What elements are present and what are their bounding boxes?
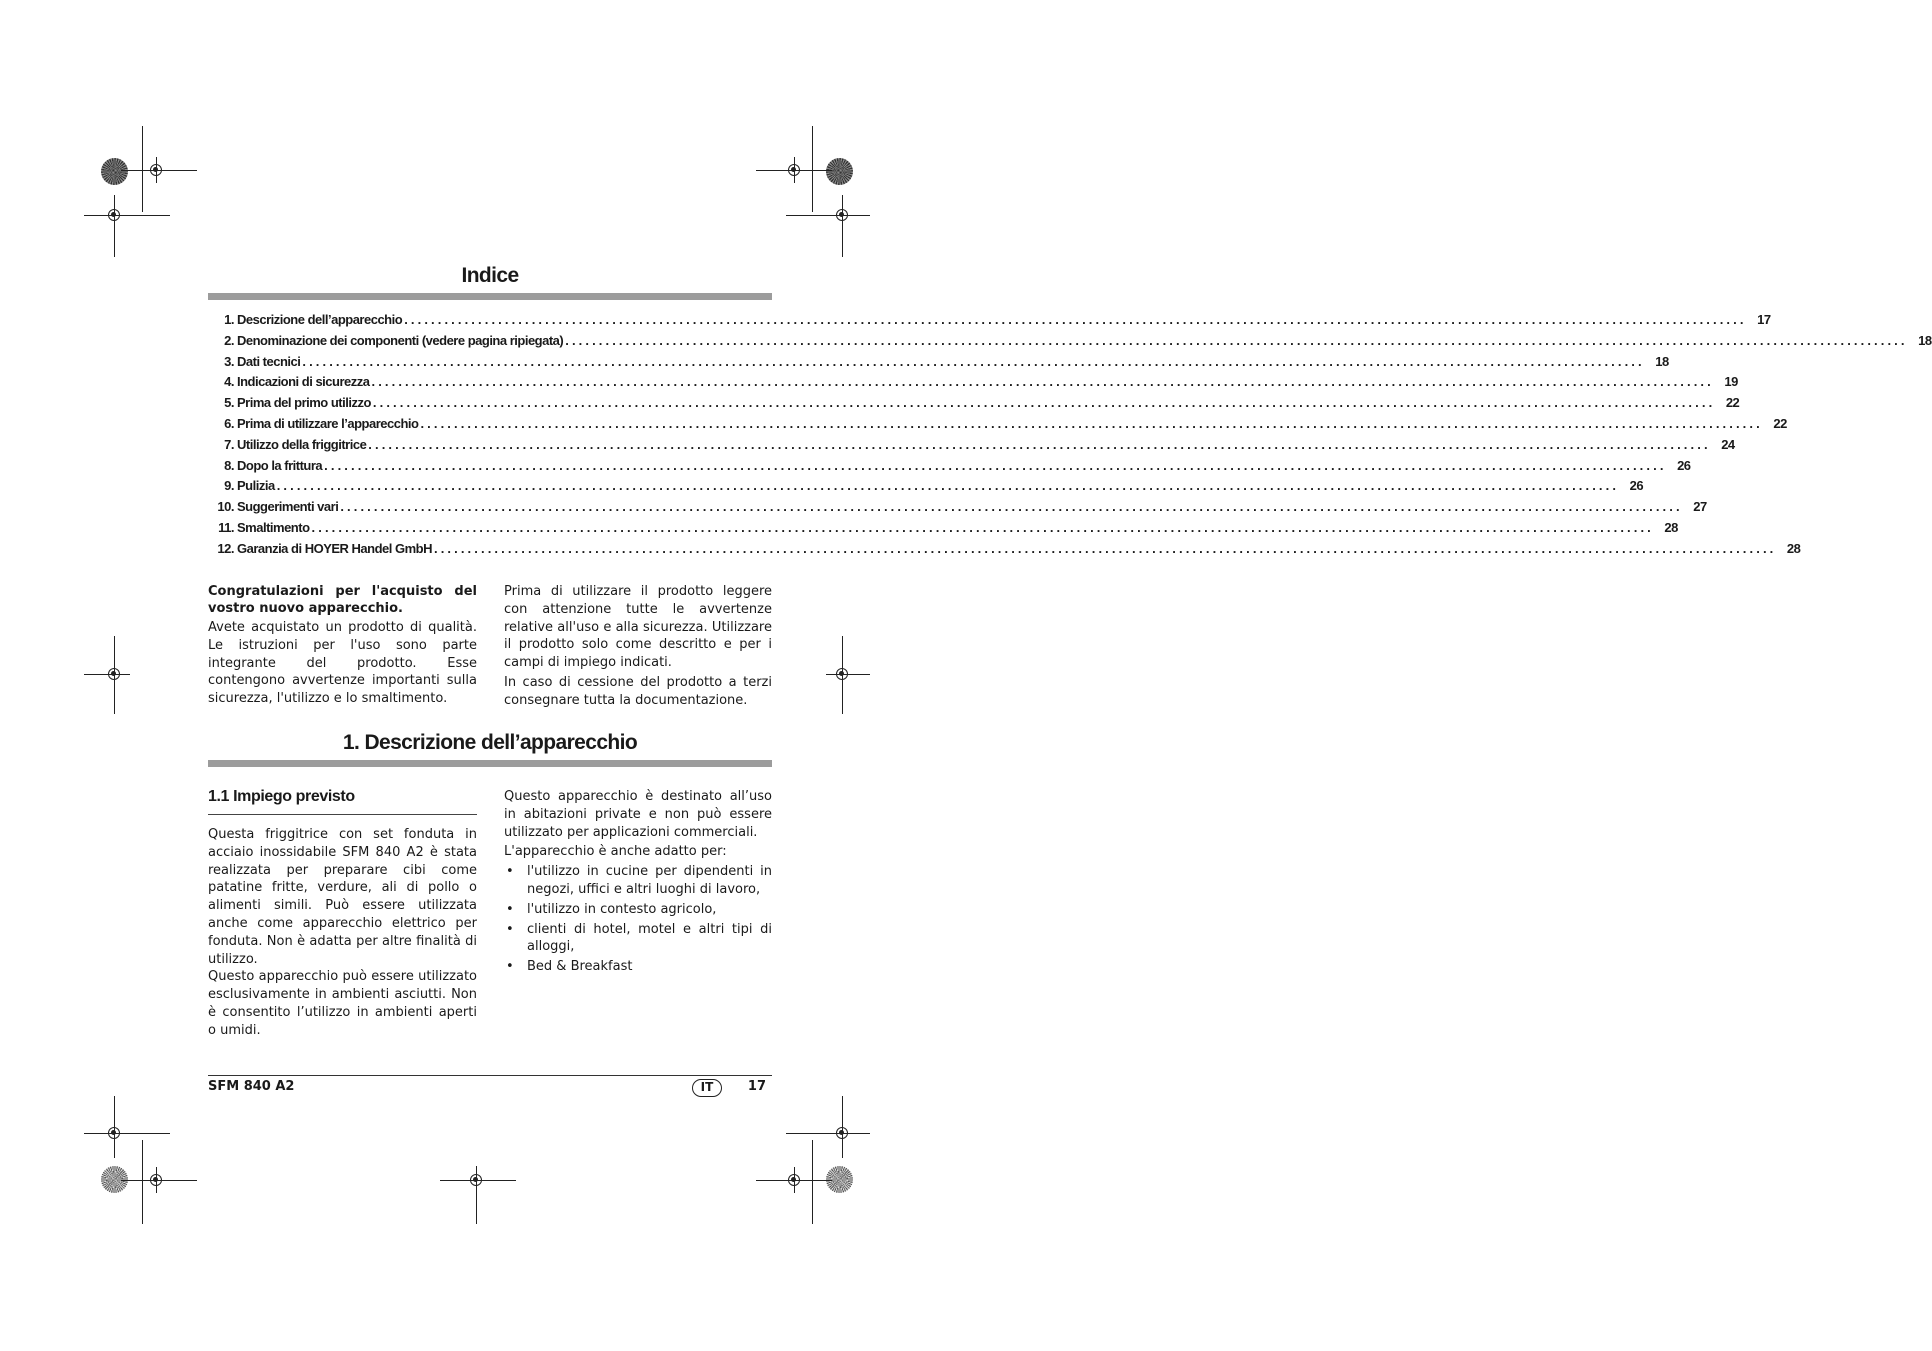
- toc-leader-dots: ........................................................................................................................................................................................................: [324, 457, 1667, 473]
- toc-entry[interactable]: [208, 312, 1771, 333]
- section-right-column: [504, 788, 772, 976]
- toc-entry[interactable]: [208, 519, 1678, 541]
- toc-leader-dots: ........................................................................................................................................................................................................: [434, 540, 1777, 556]
- index-title: Indice: [461, 264, 519, 287]
- toc-leader-dots: ........................................................................................................................................................................................................: [372, 395, 1716, 411]
- toc-entry-page: 18: [1655, 353, 1669, 369]
- intro-right-paragraph-1: Prima di utilizzare il prodotto leggere con attenzione tutte le avvertenze relative all'uso e alla sicurezza. Utilizzare il prodotto solo come descritto e per i campi di impiego indicati.: [504, 584, 772, 671]
- intro-heading: Congratulazioni per l'acquisto del vostro nuovo apparecchio.: [208, 584, 477, 616]
- toc-entry-number: 7.: [224, 436, 234, 452]
- page-number: 17: [747, 1079, 766, 1094]
- toc-entry-title: Dati tecnici: [237, 353, 301, 369]
- toc-entry[interactable]: [208, 499, 1707, 520]
- toc-entry-title: Garanzia di HOYER Handel GmbH: [237, 540, 432, 556]
- toc-entry-number: 12.: [217, 540, 234, 556]
- toc-entry-number: 1.: [224, 312, 234, 327]
- toc-entry-page: 26: [1677, 457, 1691, 473]
- list-item: • l'utilizzo in cucine per dipendenti in negozi, uffici e altri luoghi di lavoro,: [504, 863, 772, 899]
- toc-leader-dots: ........................................................................................................................................................................................................: [404, 312, 1747, 327]
- toc-leader-dots: ........................................................................................................................................................................................................: [311, 519, 1654, 535]
- toc-entry[interactable]: [208, 457, 1691, 479]
- toc-entry-title: Denominazione dei componenti (vedere pagina ripiegata): [237, 332, 564, 348]
- intro-right-column: [504, 583, 772, 710]
- toc-entry-number: 8.: [224, 457, 234, 473]
- table-of-contents: [208, 312, 1932, 562]
- toc-entry-page: 28: [1664, 519, 1678, 535]
- toc-entry-title: Smaltimento: [237, 519, 310, 535]
- toc-entry-title: Prima di utilizzare l’apparecchio: [237, 415, 419, 431]
- list-item: • Bed & Breakfast: [504, 958, 772, 976]
- list-item: • l'utilizzo in contesto agricolo,: [504, 901, 772, 919]
- toc-entry-number: 6.: [224, 415, 234, 431]
- toc-entry[interactable]: [208, 436, 1735, 458]
- section-left-column: [208, 826, 477, 1040]
- toc-entry-page: 22: [1773, 415, 1787, 431]
- toc-entry-title: Suggerimenti vari: [237, 499, 339, 515]
- toc-entry[interactable]: [208, 395, 1740, 416]
- toc-entry[interactable]: [208, 332, 1932, 354]
- toc-entry-number: 10.: [217, 499, 234, 515]
- toc-entry-number: 4.: [224, 374, 234, 390]
- toc-leader-dots: ........................................................................................................................................................................................................: [368, 436, 1711, 452]
- subsection-title: 1.1 Impiego previsto: [208, 788, 355, 805]
- language-badge: IT: [692, 1079, 722, 1097]
- toc-entry[interactable]: [208, 540, 1801, 562]
- footer-model: SFM 840 A2: [208, 1079, 295, 1094]
- index-rule: [208, 293, 772, 300]
- intro-left-column: [208, 583, 477, 708]
- toc-leader-dots: ........................................................................................................................................................................................................: [302, 353, 1645, 369]
- toc-entry-title: Pulizia: [237, 478, 275, 494]
- toc-entry-page: 17: [1757, 312, 1771, 327]
- intro-right-paragraph-2: In caso di cessione del prodotto a terzi consegnare tutta la documentazione.: [504, 674, 772, 708]
- toc-entry-title: Utilizzo della friggitrice: [237, 436, 367, 452]
- usage-list: [504, 863, 772, 976]
- section-rule: [208, 760, 772, 767]
- toc-entry-title: Descrizione dell’apparecchio: [237, 312, 403, 327]
- section-left-paragraph-2: Questo apparecchio può essere utilizzato esclusivamente in ambienti asciutti. Non è consentito l’utilizzo in ambienti aperti o umidi.: [208, 969, 477, 1038]
- section-right-paragraph-1: Questo apparecchio è destinato all’uso in abitazioni private e non può essere utilizzato per applicazioni commerciali.: [504, 789, 772, 840]
- toc-entry[interactable]: [208, 353, 1669, 375]
- toc-entry-title: Indicazioni di sicurezza: [237, 374, 370, 390]
- toc-entry-page: 26: [1629, 478, 1644, 494]
- toc-leader-dots: ........................................................................................................................................................................................................: [340, 499, 1683, 515]
- toc-entry-number: 9.: [224, 478, 234, 494]
- toc-entry[interactable]: [208, 478, 1644, 499]
- toc-entry-page: 24: [1721, 436, 1735, 452]
- toc-entry[interactable]: [208, 415, 1787, 437]
- toc-entry-number: 5.: [224, 395, 234, 411]
- toc-entry-title: Dopo la frittura: [237, 457, 323, 473]
- list-item: • clienti di hotel, motel e altri tipi di alloggi,: [504, 921, 772, 957]
- toc-entry-title: Prima del primo utilizzo: [237, 395, 371, 411]
- toc-entry-page: 27: [1693, 499, 1707, 515]
- toc-entry-number: 11.: [218, 519, 234, 535]
- toc-entry-page: 18: [1918, 332, 1932, 348]
- registration-disc-icon: [101, 158, 128, 185]
- footer-rule: [208, 1075, 772, 1076]
- registration-disc-icon: [826, 158, 853, 185]
- toc-entry-page: 22: [1725, 395, 1740, 411]
- toc-leader-dots: ........................................................................................................................................................................................................: [565, 332, 1908, 348]
- toc-entry[interactable]: [208, 374, 1738, 395]
- section-right-paragraph-2: L'apparecchio è anche adatto per:: [504, 844, 727, 860]
- section-left-paragraph-1: Questa friggitrice con set fonduta in acciaio inossidabile SFM 840 A2 è stata realizzata per preparare cibi come patatine fritte, verdure, ali di pollo o alimenti simili. Può essere utilizzata anche come apparecchio elettrico per fonduta. Non è adatta per altre finalità di utilizzo.: [208, 827, 477, 967]
- toc-entry-page: 19: [1724, 374, 1738, 390]
- toc-entry-number: 2.: [224, 332, 234, 348]
- toc-entry-page: 28: [1786, 540, 1801, 556]
- toc-leader-dots: ........................................................................................................................................................................................................: [420, 415, 1763, 431]
- toc-leader-dots: ........................................................................................................................................................................................................: [371, 374, 1714, 390]
- subsection-underline: [208, 814, 477, 815]
- toc-leader-dots: ........................................................................................................................................................................................................: [276, 478, 1620, 494]
- intro-left-text: Avete acquistato un prodotto di qualità. Le istruzioni per l'uso sono parte integrante del prodotto. Esse contengono avvertenze importanti sulla sicurezza, l'utilizzo e lo smaltimento.: [208, 620, 477, 707]
- section-title: 1. Descrizione dell’apparecchio: [342, 731, 638, 754]
- toc-entry-number: 3.: [224, 353, 234, 369]
